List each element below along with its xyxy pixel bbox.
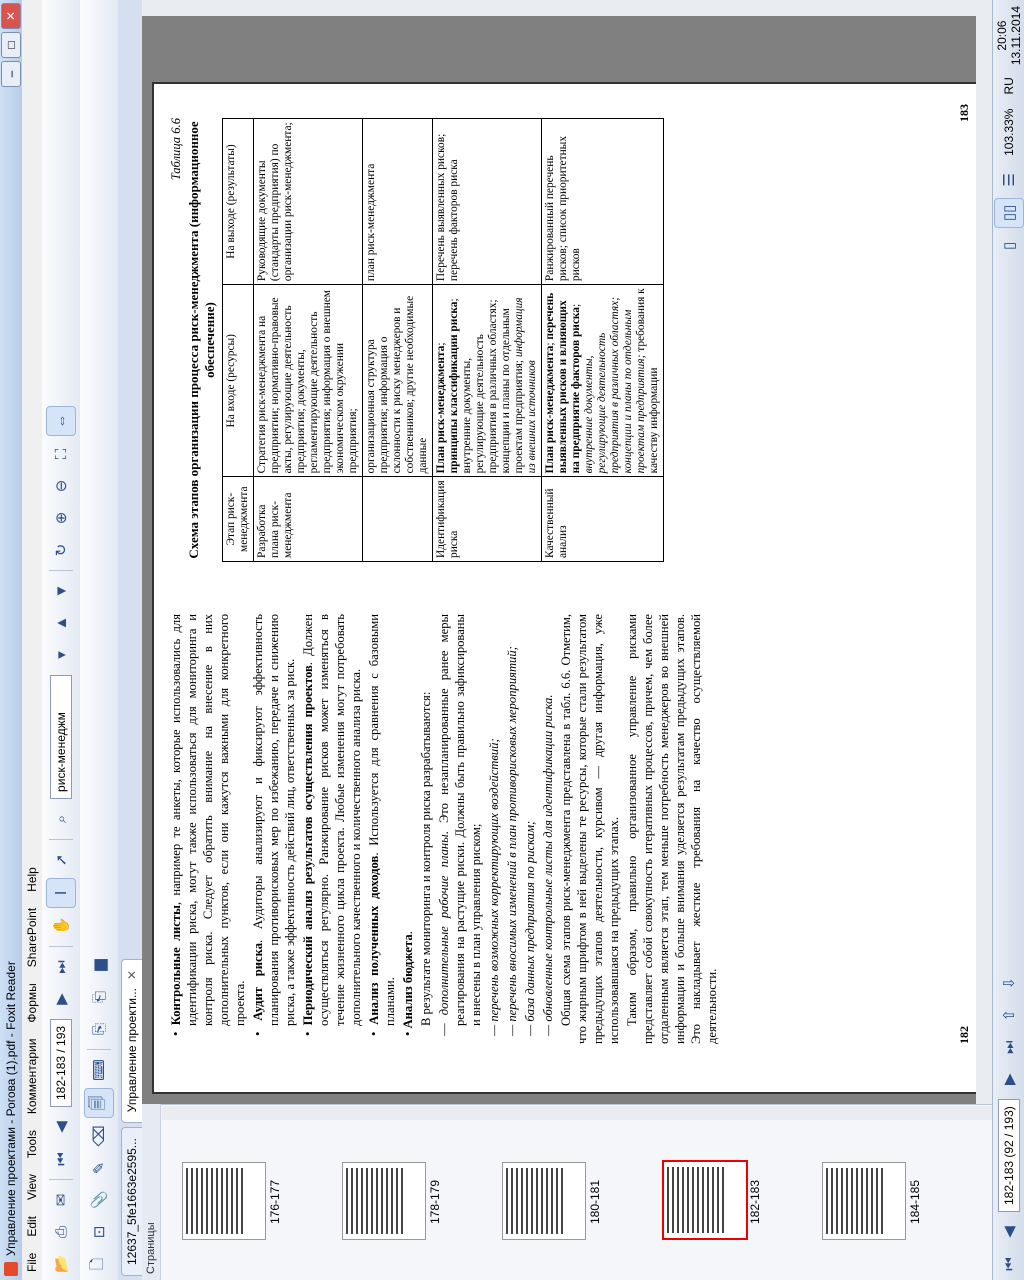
zoom-in-icon[interactable]: ⊕: [53, 511, 70, 525]
menu-tools[interactable]: Tools: [25, 1130, 39, 1159]
bullet-item: • Контрольные листы, например те анкеты, которые использовались для идентификации риска, могут также использоваться для мониторинга и контроля риска. Следует обратить внимание на внесение в них дополнительных пунктов, если они кажутся важными для конкретного проекта.: [169, 613, 247, 1036]
table-caption: Таблица 6.6: [169, 118, 183, 181]
page-thumbnail[interactable]: [342, 1162, 426, 1240]
table-cell: Качественный анализ: [542, 477, 664, 562]
last-page-icon[interactable]: ⏭: [52, 960, 70, 974]
paragraph: Общая схема этапов риск-менеджмента представлена в табл. 6.6. Отметим, что жирным шрифтом в ней выделены те ресурсы, которые стали результатом предыдущих этапов деятельности, курсивом — другая информация, уже использовавшаяся на предыдущих этапах.: [559, 614, 621, 1044]
document-vertical-scrollbar[interactable]: [142, 0, 992, 16]
secondary-toolbar: [80, 0, 119, 1280]
page-spread: [152, 82, 980, 1094]
paragraph: Таким образом, правильно организованное управление рисками представляет собой совокупность итеративных процессов, причем, чем более отдаленным является этап, тем меньше потребность менеджеров во внешней информации и больше внимания уделяется результатам предыдущих этапов. Это накладывает жесткие требования на качество осуществляемой деятельности.: [625, 614, 719, 1044]
page-thumbnail[interactable]: [502, 1162, 586, 1240]
pdf-convert-icon[interactable]: ⎘: [90, 1023, 108, 1036]
title-bar: [0, 0, 23, 1280]
tab-document-2[interactable]: [121, 959, 142, 1123]
document-horizontal-scrollbar[interactable]: [976, 16, 992, 1104]
pages-panel-scrollbar[interactable]: [162, 1106, 992, 1120]
thumbnail-label: 178-179: [428, 1179, 442, 1225]
toolbar-separator: [87, 1049, 111, 1050]
table-cell: Перечень выявленных рисков; перечень факторов риска: [433, 119, 542, 285]
window-title: Управление проектами - Рогова (1).pdf - Foxit Reader: [4, 961, 18, 1256]
table-cell: план риск-менеджмента: [363, 119, 433, 285]
zoom-level[interactable]: 103.33%: [1002, 108, 1016, 156]
table-cell: План риск-менеджмента; перечень выявленных рисков и влияющих на предприятие факторов риска; внутренние документы, регулирующие деятельность предприятия в различных областях; концепции и планы по отдельным проектам предприятия; требования к качеству информации: [542, 285, 664, 477]
table-row: [433, 119, 542, 562]
next-page-icon[interactable]: ▶: [1001, 1073, 1018, 1086]
pointer-icon[interactable]: ➚: [53, 853, 70, 867]
toolbar-separator: [49, 570, 73, 571]
tab-document-1[interactable]: [121, 1127, 142, 1276]
fit-page-icon[interactable]: ⛶: [52, 448, 70, 460]
thumbnail-label: 184-185: [908, 1179, 922, 1225]
facing-pages-icon[interactable]: ▯▯: [994, 198, 1024, 228]
table-header-row: [223, 119, 254, 562]
page-number-left: 182: [957, 1026, 971, 1044]
search-input[interactable]: риск-менеджм: [50, 675, 72, 799]
toolbar-separator: [49, 946, 73, 947]
page-thumbnail-selected[interactable]: [662, 1160, 748, 1240]
page-thumbnail[interactable]: [182, 1162, 266, 1240]
bullet-item: • Аудит риска. Аудиторы анализируют и фиксируют эффективность планирования противорисковых мер по избежанию, передаче и снижению риска, а также эффективность действий лиц, ответственных за риск.: [251, 614, 297, 1036]
column-header: Этап риск-менеджмента: [223, 477, 254, 562]
page-thumbnail[interactable]: [822, 1162, 906, 1240]
table-cell: организационная структура предприятия; информация о склонности к риску менеджеров и собственников; другие необходимые данные: [363, 285, 433, 477]
table-row: [542, 119, 664, 562]
table-cell: [363, 477, 433, 562]
dash-item: — перечень возможных корректирующих воздействий;: [487, 738, 501, 1036]
next-page-icon[interactable]: ▶: [53, 993, 70, 1005]
bullet-item: • Анализ полученных доходов. Используется для сравнения с базовыми планами.: [367, 613, 397, 1036]
menu-forms[interactable]: Формы: [25, 983, 39, 1023]
pages-panel: [142, 1104, 992, 1280]
prev-page-icon[interactable]: ◀: [53, 1121, 70, 1133]
forward-icon[interactable]: ⇩: [1001, 976, 1018, 990]
search-dropdown-icon[interactable]: ▾: [53, 651, 70, 659]
table-row: [363, 119, 433, 562]
binoculars-icon[interactable]: ⌕: [52, 814, 70, 824]
language-indicator[interactable]: RU: [1002, 77, 1016, 95]
new-document-icon[interactable]: 🗋: [88, 1257, 106, 1271]
menu-comments[interactable]: Комментарии: [25, 1038, 39, 1115]
last-page-icon[interactable]: ⏭: [1000, 1040, 1018, 1055]
select-text-icon[interactable]: Ⅰ: [46, 878, 76, 908]
page-number-field[interactable]: 182-183 / 193: [50, 1019, 72, 1107]
close-button[interactable]: ✕: [1, 3, 21, 29]
thumbnail-label: 176-177: [268, 1179, 282, 1225]
thumbnail-label: 180-181: [588, 1179, 602, 1225]
search-next-icon[interactable]: ▼: [52, 583, 70, 599]
main-toolbar: [42, 0, 81, 1280]
close-tab-icon[interactable]: ✕: [125, 969, 139, 981]
open-folder-icon[interactable]: 📂: [53, 1254, 70, 1274]
toolbar-separator: [49, 1179, 73, 1180]
left-page: [168, 614, 722, 1044]
bullet-item: • Периодический анализ результатов осуществления проектов. Должен осуществляться регулярно. Ранжирование рисков может изменяться в течение жизненного цикла проекта. Любые изменения могут потребовать дополнительного качественного и количественного анализа риска.: [301, 614, 363, 1036]
table-cell: Идентификация риска: [433, 477, 542, 562]
document-view: [142, 0, 992, 1104]
risk-table: [222, 118, 664, 562]
hand-tool-icon[interactable]: ✋: [53, 916, 70, 936]
single-page-icon[interactable]: ▯: [1001, 241, 1018, 251]
highlight-icon[interactable]: ▆: [91, 959, 108, 971]
right-page: [168, 118, 664, 562]
menu-help[interactable]: Help: [25, 867, 39, 892]
rotate-icon[interactable]: ↻: [53, 543, 70, 557]
minimize-button[interactable]: –: [1, 61, 21, 87]
clock: 20:06 13.11.2014: [995, 6, 1023, 66]
eraser-icon[interactable]: ⌫: [91, 1125, 108, 1147]
status-page-field[interactable]: 182-183 (92 / 193): [998, 1099, 1020, 1212]
table-cell: Разработка плана риск-менеджмента: [254, 477, 363, 562]
maximize-button[interactable]: □: [1, 32, 21, 58]
toolbar-separator: [49, 839, 73, 840]
print-icon[interactable]: ⎙: [52, 1226, 70, 1239]
foxit-logo-icon: [4, 1262, 18, 1276]
stamp-icon[interactable]: ⊡: [91, 1225, 108, 1239]
table-cell: План риск-менеджмента; принципы классификации риска; внутренние документы, регулирующие деятельность предприятия в различных областях; концепции и планы по отдельным проектам предприятия; информация из внешних источников: [433, 285, 542, 477]
table-cell: Стратегия риск-менеджмента на предприятии; нормативно-правовые акты, регулирующие деятельность предприятия; документы, регламентирующие деятельность предприятия; информация о внешнем экономическом окружении предприятия;: [254, 285, 363, 477]
zoom-out-icon[interactable]: ⊖: [53, 479, 70, 493]
menu-file[interactable]: File: [25, 1252, 39, 1272]
typewriter-icon[interactable]: ⌨: [91, 1059, 108, 1081]
menu-view[interactable]: View: [25, 1174, 39, 1200]
column-header: На входе (ресурсы): [223, 285, 254, 477]
continuous-icon[interactable]: ☰: [1001, 173, 1018, 187]
attach-icon[interactable]: 📎: [91, 1190, 108, 1210]
email-icon[interactable]: ✉: [53, 1193, 70, 1207]
fit-width-icon[interactable]: ⇔: [46, 406, 76, 436]
first-page-icon[interactable]: ⏮: [52, 1152, 70, 1166]
status-bar: [992, 0, 1024, 1280]
table-cell: Ранжированный перечень рисков; список приоритетных рисков: [542, 119, 664, 285]
pages-panel-title: Страницы: [142, 1099, 161, 1280]
bullet-item: • Анализ бюджета.: [401, 931, 415, 1036]
table-cell: Руководящие документы (стандарты предприятия) по организации риск-менеджмента;: [254, 119, 363, 285]
sign-icon[interactable]: ✎: [91, 1161, 108, 1175]
tab-label: Управление проекти...: [125, 988, 139, 1113]
page-number-right: 183: [957, 104, 971, 122]
pdf-export-icon[interactable]: ⎗: [90, 991, 108, 1004]
dash-item: — перечень вносимых изменений в план противорисковых мероприятий;: [505, 646, 519, 1036]
column-header: На выходе (результаты): [223, 119, 254, 285]
dash-item: — обновленные контрольные листы для идентификации риска.: [541, 694, 555, 1036]
table-row: [254, 119, 363, 562]
paragraph: В результате мониторинга и контроля риска разрабатываются:: [419, 691, 433, 1026]
tab-label: 12637_5fe1663e2595...: [125, 1138, 139, 1265]
dash-item: — дополнительные рабочие планы. Это незапланированные ранее меры реагирования на растущие риски. Должны быть правильно зафиксированы и внесены в план управления риском;: [437, 614, 483, 1036]
thumbnail-label: 182-183: [748, 1179, 762, 1225]
first-page-icon[interactable]: ⏮: [1000, 1257, 1018, 1271]
menu-bar: [22, 0, 42, 1280]
back-icon[interactable]: ⇧: [1001, 1008, 1018, 1022]
document-tabs: [118, 0, 143, 1280]
menu-sharepoint[interactable]: SharePoint: [25, 907, 39, 968]
dash-item: — база данных предприятия по рискам;: [523, 820, 537, 1036]
search-prev-icon[interactable]: ▲: [52, 615, 70, 631]
menu-edit[interactable]: Edit: [25, 1215, 39, 1237]
prev-page-icon[interactable]: ◀: [1001, 1226, 1018, 1238]
note-icon[interactable]: 🗐: [84, 1088, 114, 1118]
table-title: Схема этапов организации процесса риск-менеджмента (информационное обеспечение): [186, 121, 217, 559]
